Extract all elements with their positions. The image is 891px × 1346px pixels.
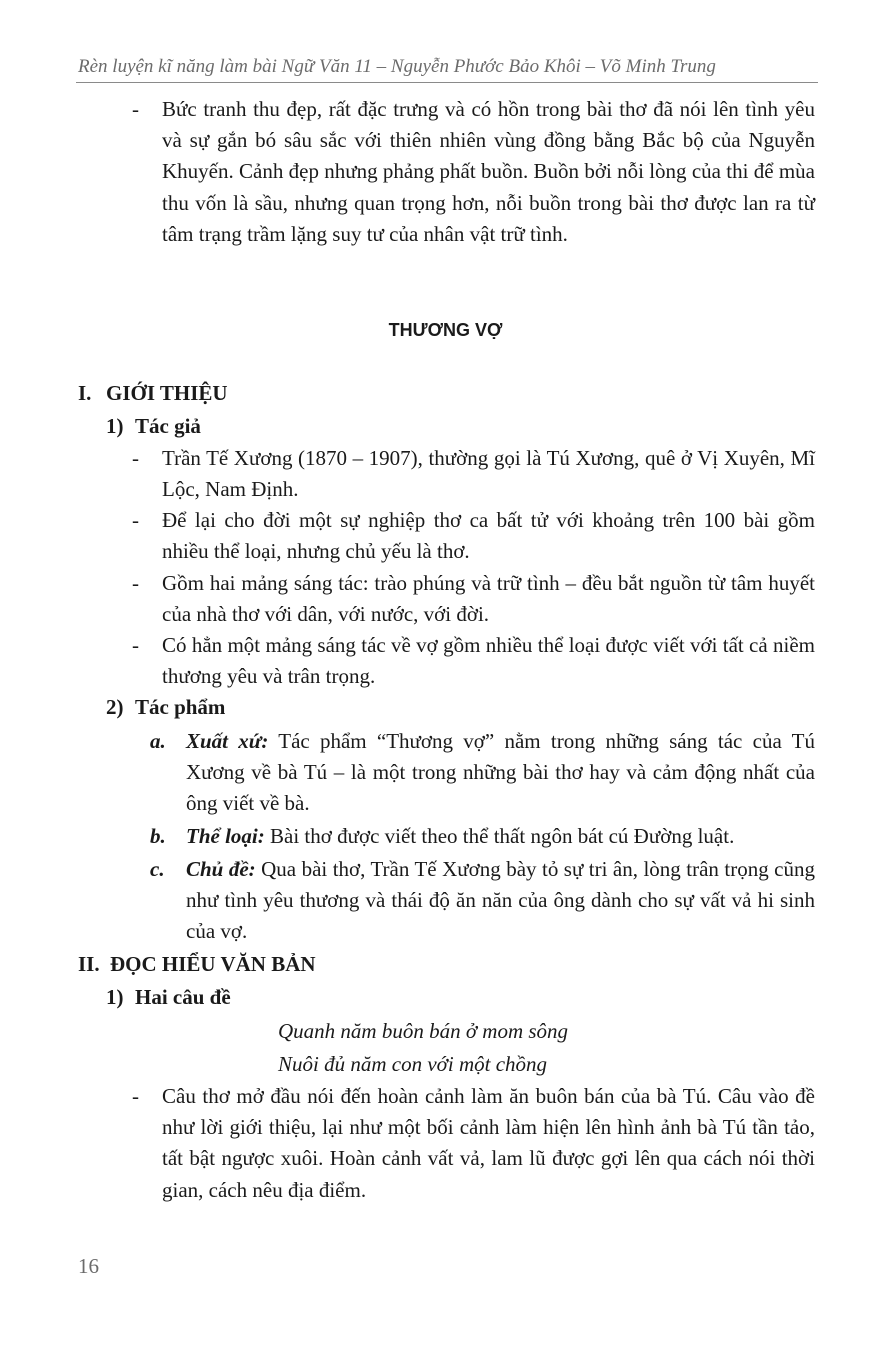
item-genre-text: Bài thơ được viết theo thể thất ngôn bát cú Đường luật. [264, 824, 735, 848]
section-2-number: II. [78, 952, 100, 976]
item-genre [186, 821, 815, 852]
subsection-2-title: Tác phẩm [135, 695, 226, 719]
item-theme-text: Qua bài thơ, Trần Tế Xương bày tỏ sự tri ân, lòng trân trọng cũng như tình yêu thương và thái độ ăn năn của ông dành cho sự vất vả hi sinh của vợ. [186, 857, 815, 944]
item-genre-label: Thể loại: [186, 824, 265, 848]
item-theme [186, 854, 815, 948]
author-bullet-2: Để lại cho đời một sự nghiệp thơ ca bất tử với khoảng trên 100 bài gồm nhiều thể loại, nhưng chủ yếu là thơ. [162, 508, 815, 564]
bullet-dash: - [132, 1084, 139, 1108]
bullet-dash: - [132, 571, 139, 595]
page-number: 16 [78, 1254, 99, 1278]
section-1-number: I. [78, 381, 92, 405]
item-origin-text: Tác phẩm “Thương vợ” nằm trong những sáng tác của Tú Xương về bà Tú – là một trong những bài thơ hay và cảm động nhất của ông viết về bà. [186, 729, 815, 816]
bullet-dash: - [132, 508, 139, 532]
bullet-dash: - [132, 97, 139, 121]
item-letter-a: a. [150, 729, 166, 753]
author-bullet-4: Có hẳn một mảng sáng tác về vợ gồm nhiều thể loại được viết với tất cả niềm thương yêu và trân trọng. [162, 633, 815, 689]
item-letter-c: c. [150, 857, 165, 881]
intro-paragraph: Bức tranh thu đẹp, rất đặc trưng và có hồn trong bài thơ đã nói lên tình yêu và sự gắn bó sâu sắc với thiên nhiên vùng đồng bằng Bắc bộ của Nguyễn Khuyến. Cảnh đẹp nhưng phảng phất buồn. Buồn bởi nỗi lòng của thi để mùa thu vốn là sầu, nhưng quan trọng hơn, nỗi buồn trong bài thơ được lan ra từ tâm trạng trầm lặng suy tư của nhân vật trữ tình. [162, 97, 815, 246]
subsection-3-title: Hai câu đề [135, 985, 231, 1009]
page-title: THƯƠNG VỢ [388, 320, 503, 340]
item-theme-label: Chủ đề: [186, 857, 256, 881]
subsection-3-number: 1) [106, 985, 124, 1009]
author-bullet-1: Trần Tế Xương (1870 – 1907), thường gọi là Tú Xương, quê ở Vị Xuyên, Mĩ Lộc, Nam Định. [162, 446, 815, 502]
subsection-2-number: 2) [106, 695, 124, 719]
author-bullet-3: Gồm hai mảng sáng tác: trào phúng và trữ tình – đều bắt nguồn từ tâm huyết của nhà thơ với dân, với nước, với đời. [162, 571, 815, 627]
section-2-title: ĐỌC HIỂU VĂN BẢN [110, 952, 316, 976]
subsection-1-number: 1) [106, 414, 124, 438]
bullet-dash: - [132, 446, 139, 470]
analysis-bullet-1: Câu thơ mở đầu nói đến hoàn cảnh làm ăn buôn bán của bà Tú. Câu vào đề như lời giới thiệu, lại như một bối cảnh làm hiện lên hình ảnh bà Tú tần tảo, tất bật ngược xuôi. Hoàn cảnh vất vả, lam lũ được gợi lên qua cách nói thời gian, cách nêu địa điểm. [162, 1084, 815, 1202]
item-origin [186, 726, 815, 820]
poem-line-2: Nuôi đủ năm con với một chồng [278, 1052, 548, 1076]
item-letter-b: b. [150, 824, 166, 848]
poem-line-1: Quanh năm buôn bán ở mom sông [278, 1019, 569, 1043]
subsection-1-title: Tác giả [135, 414, 201, 438]
running-header: Rèn luyện kĩ năng làm bài Ngữ Văn 11 – Nguyễn Phước Bảo Khôi – Võ Minh Trung [78, 56, 716, 77]
header-rule [76, 82, 818, 83]
bullet-dash: - [132, 633, 139, 657]
section-1-title: GIỚI THIỆU [106, 381, 228, 405]
item-origin-label: Xuất xứ: [186, 729, 269, 753]
